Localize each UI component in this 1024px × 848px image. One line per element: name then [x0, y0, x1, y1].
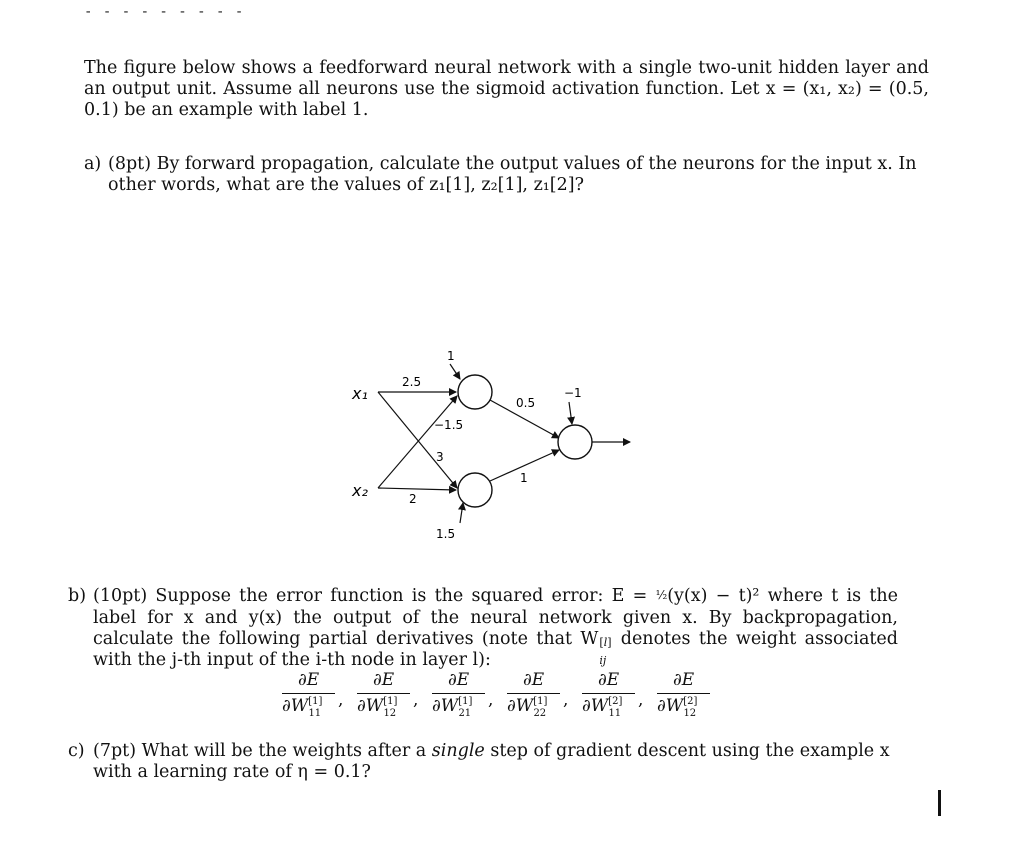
question-b-label: b) [68, 586, 87, 606]
weight-x1-h1: 2.5 [402, 375, 422, 389]
input-x1-label: x₁ [352, 384, 368, 403]
bias-arrow-out [569, 402, 572, 424]
question-c-text-a: (7pt) What will be the weights after a [93, 741, 432, 761]
z-term-3: z₁[2] [533, 175, 575, 195]
question-a-label: a) [84, 154, 102, 174]
question-c [68, 741, 898, 783]
partial-sub: 12 [683, 708, 697, 719]
partial-sub: 11 [308, 708, 322, 719]
partial-numerator: ∂E [357, 670, 410, 694]
question-b-line3a: derivatives (note that W [375, 629, 599, 649]
partial-numerator: ∂E [432, 670, 485, 694]
partial-denominator: ∂W [357, 696, 384, 716]
partial-derivatives: $\frac{\partial E}{\partial W^{[1]}_{11}}$ , $\frac{\partial E}{\partial W^{[1]}_{12}}$ , $\frac{\partial E}{\partial W^{[1]}_{21}}$ , $\frac{\partial E}{\partial W^{[1]}_{22}}$ , $\frac{\partial E}{\partial W^{[2]}_{11}}$ , $\frac{\partial E}{\partial W^{[2]}_{12}}$ [282, 670, 722, 726]
question-a-end: ? [574, 175, 584, 195]
partial-numerator: ∂E [582, 670, 635, 694]
partial-denominator: ∂W [507, 696, 534, 716]
question-c-emphasis: single [431, 741, 485, 761]
partial-denominator: ∂W [657, 696, 684, 716]
partial-derivative [282, 670, 335, 719]
partial-numerator: ∂E [657, 670, 710, 694]
question-b-line1b: (y(x) − t)² where t is the label for x and [93, 586, 898, 628]
weight-x2-h1: −1.5 [434, 418, 464, 432]
question-b-line3b: denotes the weight associated with the j-th input of the i-th node in layer l): [93, 629, 898, 670]
question-b-line1a: (10pt) Suppose the error function is the squared error: E = [93, 586, 656, 606]
weight-x1-h2: 3 [436, 450, 444, 464]
z-term-2: z₂[1] [481, 175, 523, 195]
partial-derivative [432, 670, 485, 719]
partial-derivative [507, 670, 560, 719]
question-b: b) (10pt) Suppose the error function is the squared error: E = ½(y(x) − t)² where t is the label for x and y(x) the output of the neural network given x. By backpropagation, calculate the following partial derivatives (note that W [l] ij denotes the weight associated with the j-th input of the i-th node in layer l): [68, 586, 898, 670]
bias-arrow-h1 [450, 364, 460, 379]
partial-sup: [2] [608, 696, 623, 707]
partial-sup: [1] [383, 696, 398, 707]
partial-sup: [1] [458, 696, 473, 707]
partial-sub: 22 [533, 708, 547, 719]
bias-h2: 1.5 [436, 527, 456, 541]
input-x2-label: x₂ [352, 481, 368, 500]
weight-h2-out: 1 [520, 471, 528, 485]
header-dashes: - - - - - - - - - [84, 4, 245, 20]
partial-derivative [357, 670, 410, 719]
partial-sub: 21 [458, 708, 472, 719]
partial-derivative [582, 670, 635, 719]
partial-sup: [1] [533, 696, 548, 707]
edge-x2-h2 [378, 488, 456, 490]
partial-denominator: ∂W [282, 696, 309, 716]
partial-numerator: ∂E [507, 670, 560, 694]
question-c-text-b: step of gradient descent using the example x with a learning rate of η = 0.1? [93, 741, 890, 782]
output-node [558, 425, 592, 459]
weight-x2-h2: 2 [409, 492, 417, 506]
partial-sub: 11 [608, 708, 622, 719]
half-fraction: ½ [655, 588, 668, 602]
bias-h1: 1 [447, 349, 455, 363]
partial-denominator: ∂W [582, 696, 609, 716]
neural-network-diagram [330, 340, 650, 550]
z-terms: z₁[1], z₂[1], z₁[2]? [429, 175, 584, 195]
intro-paragraph: The figure below shows a feedforward neural network with a single two-unit hidden layer and an output unit. Assume all neurons use the sigmoid activation function. Let x = (x₁, x₂) = (0.5, 0.1) be an example with label 1. [84, 58, 929, 120]
question-a-text: (8pt) By forward propagation, calculate the output values of the neurons for the input x. In other words, what are the values of [108, 154, 917, 195]
partial-sub: 12 [383, 708, 397, 719]
weight-h1-out: 0.5 [516, 396, 536, 410]
partial-sup: [1] [308, 696, 323, 707]
question-a [84, 154, 929, 196]
z-term-1: z₁[1] [429, 175, 471, 195]
bias-arrow-h2 [460, 503, 463, 523]
bias-out: −1 [564, 386, 582, 400]
text-cursor [938, 790, 941, 816]
partial-denominator: ∂W [432, 696, 459, 716]
hidden-node-1 [458, 375, 492, 409]
hidden-node-2 [458, 473, 492, 507]
question-c-label: c) [68, 741, 85, 761]
partial-sup: [2] [683, 696, 698, 707]
question-b-line2: y(x) the output of the neural network given x. By backpropagation, calculate the following partial [93, 608, 898, 649]
partial-derivative [657, 670, 710, 719]
partial-numerator: ∂E [282, 670, 335, 694]
